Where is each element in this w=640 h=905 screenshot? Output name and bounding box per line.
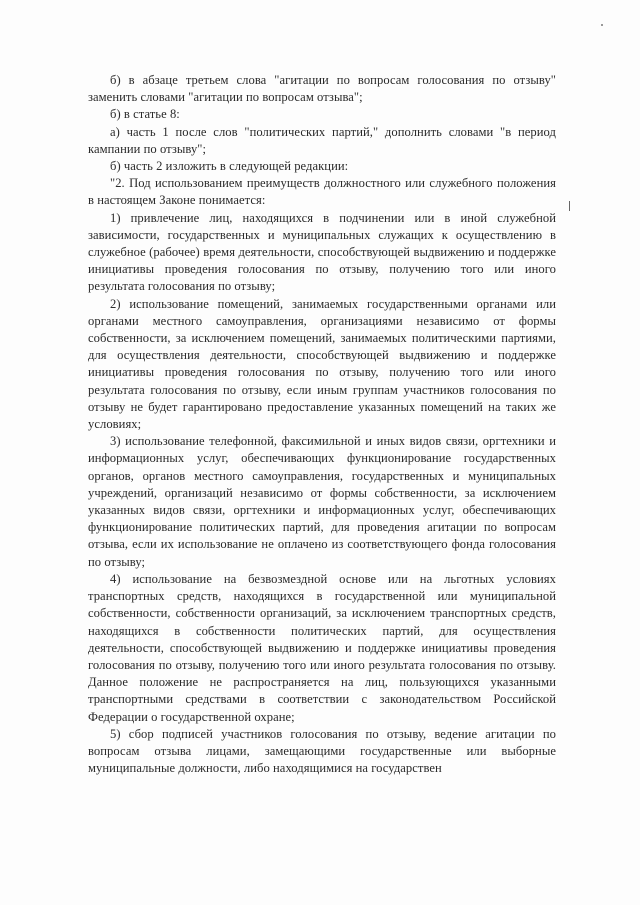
paragraph: 5) сбор подписей участников голосования по отзыву, ведение агитации по вопросам отзыва лицами, замещающими государственные или выборные муниципальные должности, либо находящимися на государствен <box>88 726 556 776</box>
paragraph: 4) использование на безвозмездной основе или на льготных условиях транспортных средств, находящихся в государственной или муниципальной собственности, собственности организаций, за исключением транспортных средств, находящихся в собственности политических партий, для осуществления деятельности, способствующей выдвижению и поддержке инициативы проведения голосования по отзыву, получению того или иного результата голосования по отзыву. Данное положение не распространяется на лиц, пользующихся указанными транспортными средствами в соответствии с законодательством Российской Федерации о государственной охране; <box>88 571 556 724</box>
document-body <box>88 72 556 777</box>
scan-speck <box>569 201 570 211</box>
paragraph: 2) использование помещений, занимаемых государственными органами или органами местного самоуправления, организациями независимо от формы собственности, за исключением помещений, занимаемых политическими партиями, для осуществления деятельности, способствующей выдвижению и поддержке инициативы проведения голосования по отзыву, получению того или иного результата голосования по отзыву, если иным группам участников голосования по отзыву не будет гарантировано предоставление указанных помещений на таких же условиях; <box>88 296 556 432</box>
paragraph: 3) использование телефонной, факсимильной и иных видов связи, оргтехники и информационных услуг, обеспечивающих функционирование государственных органов, органов местного самоуправления, государственных и муниципальных учреждений, организаций независимо от формы собственности, за исключением указанных видов связи, оргтехники и информационных услуг, обеспечивающих функционирование политических партий, для проведения агитации по вопросам отзыва, если их использование не оплачено из соответствующего фонда голосования по отзыву; <box>88 434 556 569</box>
paragraph: "2. Под использованием преимуществ должностного или служебного положения в настоящем Законе понимается: <box>88 176 556 208</box>
scan-speck <box>601 24 603 26</box>
paragraph: 1) привлечение лиц, находящихся в подчинении или в иной служебной зависимости, государственных и муниципальных служащих к осуществлению в служебное (рабочее) время деятельности, способствующей выдвижению и поддержке инициативы проведения голосования по отзыву, получению того или иного результата голосования по отзыву; <box>88 210 556 294</box>
paragraph: б) часть 2 изложить в следующей редакции: <box>110 159 349 174</box>
paragraph: б) в абзаце третьем слова "агитации по вопросам голосования по отзыву" заменить словами "агитации по вопросам отзыва"; <box>88 73 556 105</box>
paragraph: б) в статье 8: <box>110 107 180 122</box>
paragraph: а) часть 1 после слов "политических партий," дополнить словами "в период кампании по отзыву"; <box>88 124 556 156</box>
